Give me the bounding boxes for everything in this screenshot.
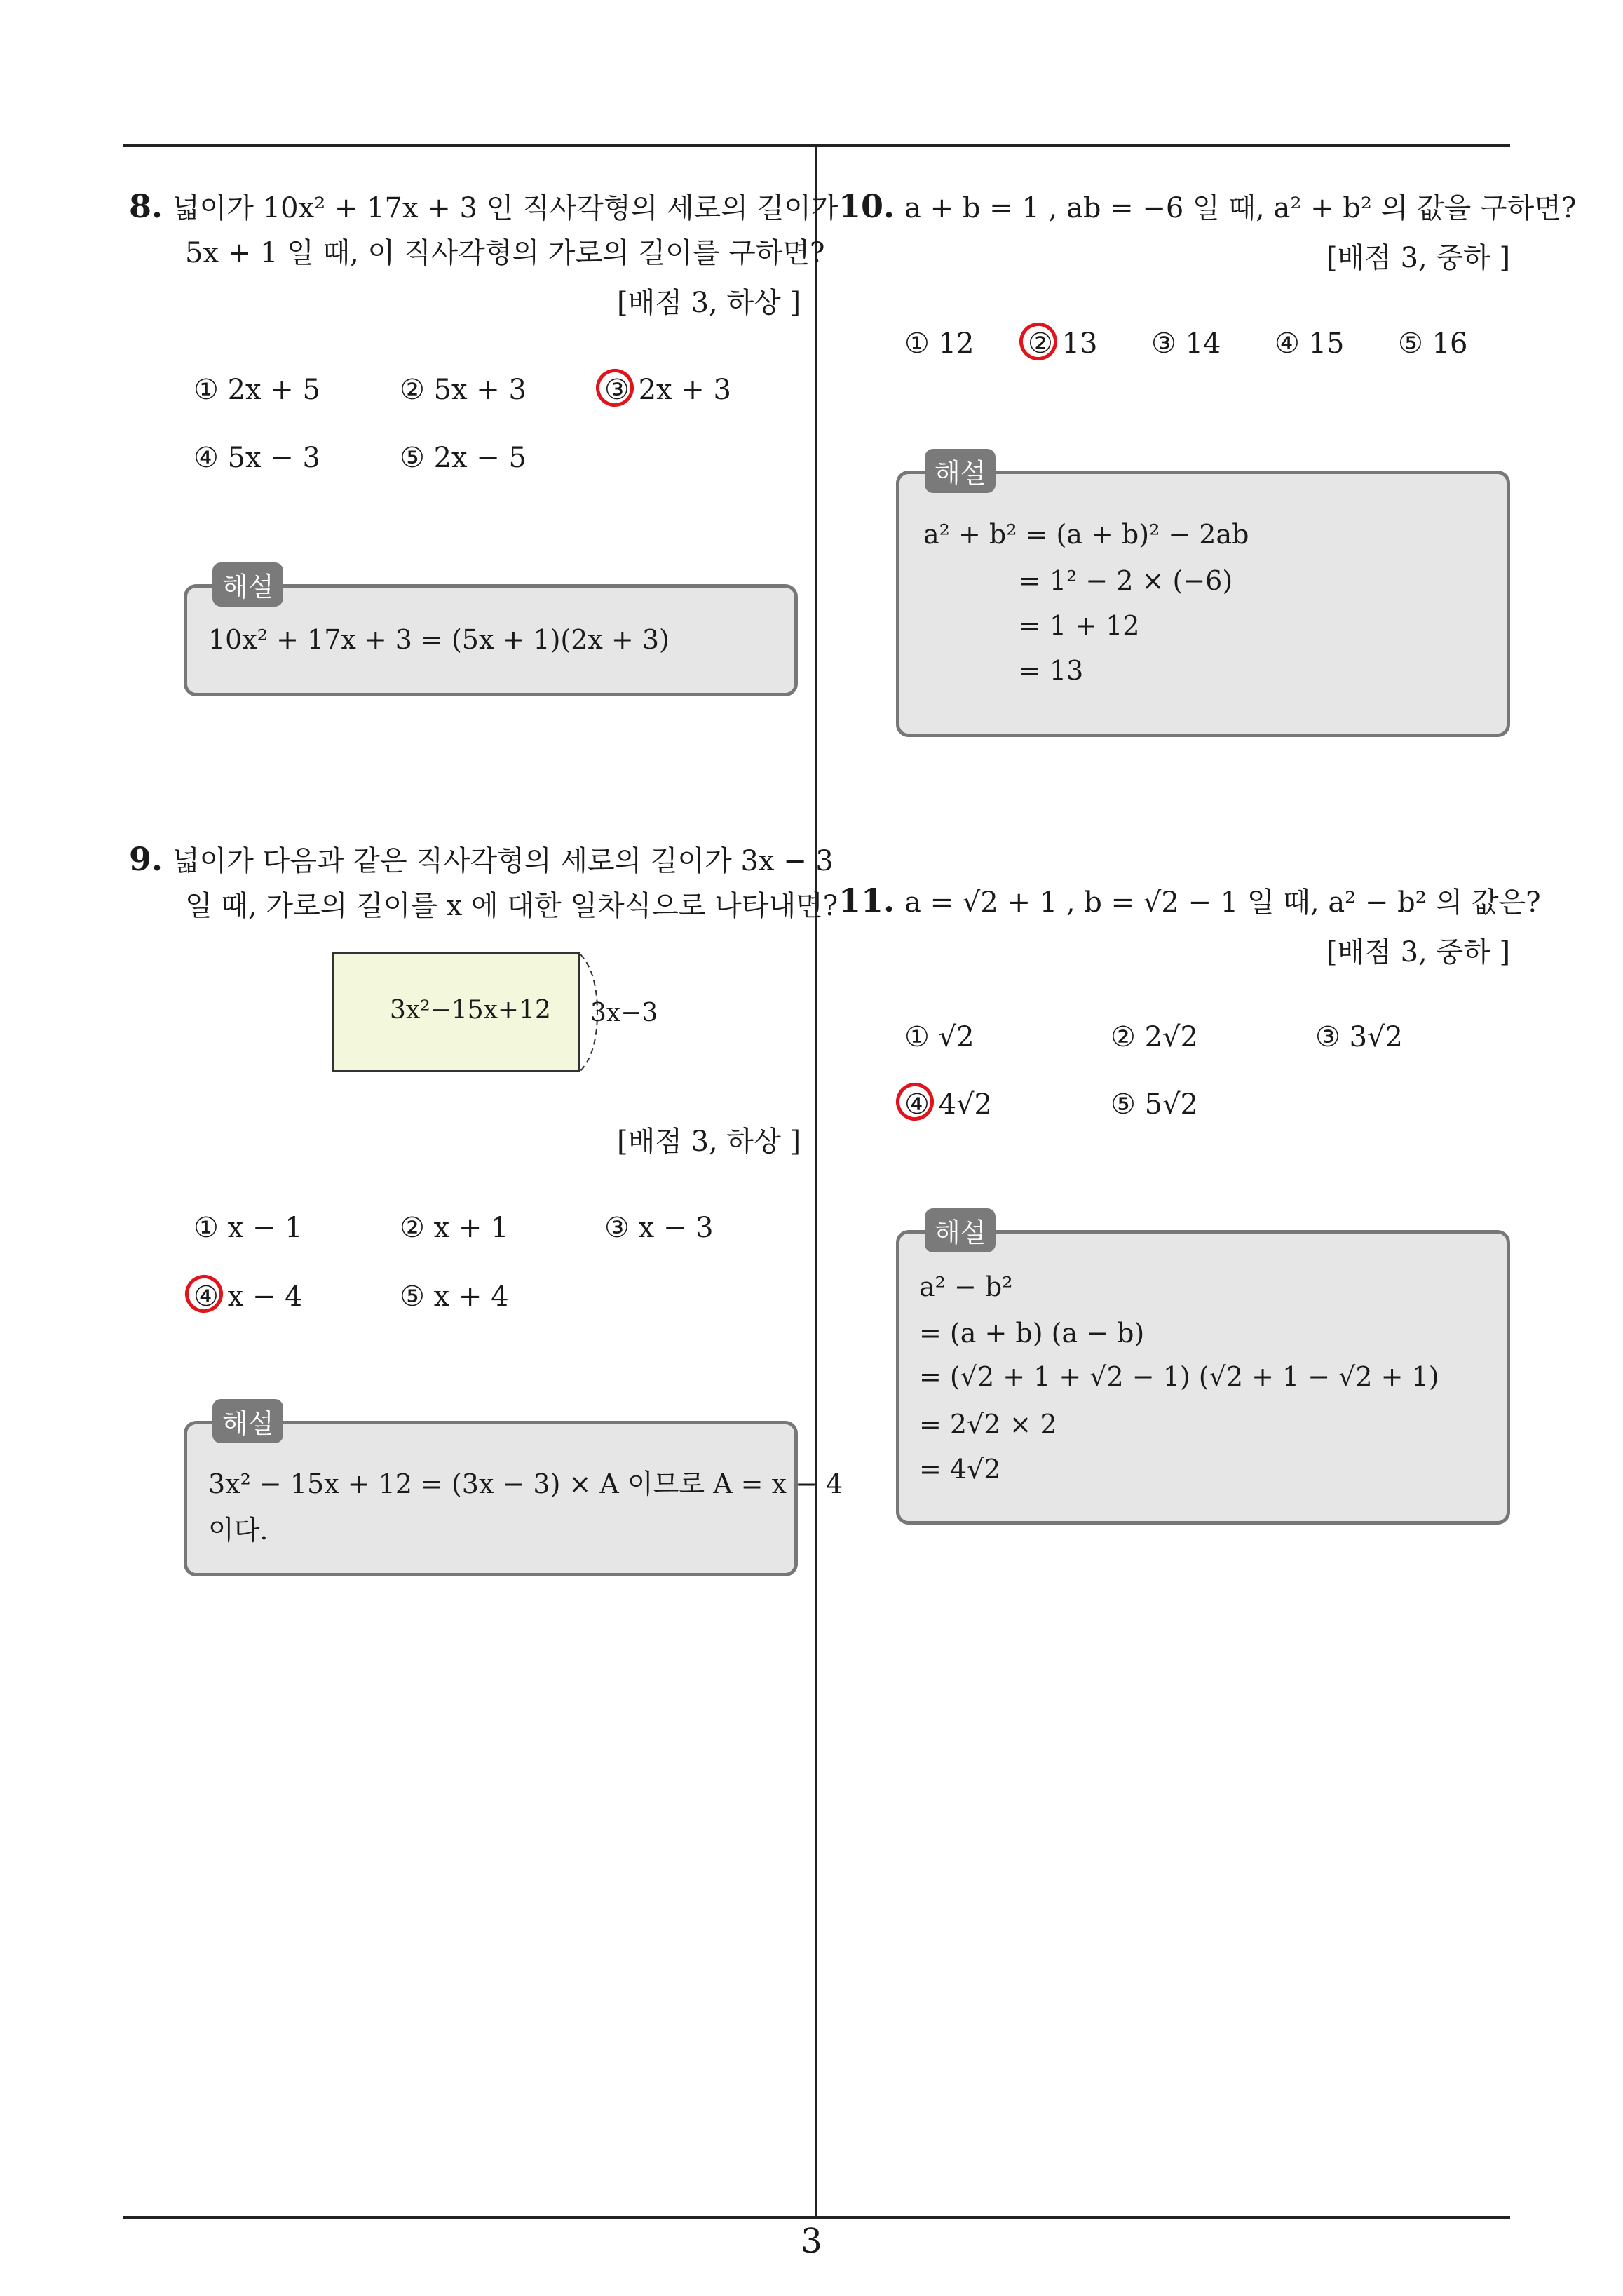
question-text-line-1: 넓이가 다음과 같은 직사각형의 세로의 길이가 3x − 3 (172, 845, 834, 877)
solution-line: 3x² − 15x + 12 = (3x − 3) × A 이므로 A = x − 4 (208, 1468, 843, 1499)
question-number: 9. (129, 840, 163, 878)
choice-4[interactable]: ④ 4√2 (904, 1088, 992, 1121)
choice-4[interactable]: ④ x − 4 (193, 1281, 303, 1313)
solution-line: = 1 + 12 (1019, 610, 1140, 641)
question-text-line-1: a = √2 + 1 , b = √2 − 1 일 때, a² − b² 의 값은? (904, 886, 1541, 919)
solution-line: = 13 (1019, 655, 1084, 686)
choice-2[interactable]: ② 2√2 (1111, 1021, 1198, 1053)
solution-line: = (a + b) (a − b) (919, 1318, 1145, 1349)
question-8 (129, 184, 838, 276)
solution-tag: 해설 (212, 1399, 283, 1443)
solution-line: 10x² + 17x + 3 = (5x + 1)(2x + 3) (208, 624, 670, 655)
choice-5[interactable]: ⑤ 2x − 5 (400, 442, 527, 474)
choice-1[interactable]: ① 12 (904, 327, 975, 360)
choice-5[interactable]: ⑤ 16 (1398, 327, 1468, 360)
solution-box (184, 1408, 843, 1576)
score-label: [배점 3, 하상 ] (617, 1126, 801, 1158)
question-number: 10. (838, 187, 895, 225)
choice-3[interactable]: ③ 14 (1151, 327, 1221, 360)
score-label: [배점 3, 하상 ] (617, 287, 801, 319)
solution-box (184, 572, 798, 696)
solution-line: a² + b² = (a + b)² − 2ab (923, 519, 1249, 550)
choice-2[interactable]: ② 5x + 3 (400, 374, 527, 406)
figure-area-label: 3x²−15x+12 (390, 996, 551, 1025)
choice-2[interactable]: ② 13 (1028, 327, 1098, 360)
choice-3[interactable]: ③ x − 3 (604, 1212, 714, 1244)
solution-tag: 해설 (925, 1208, 996, 1252)
choice-5[interactable]: ⑤ x + 4 (400, 1281, 509, 1313)
solution-tag: 해설 (212, 562, 283, 607)
solution-tag: 해설 (925, 449, 996, 493)
column-divider (815, 144, 817, 2218)
question-text-line-2: 일 때, 가로의 길이를 x 에 대한 일차식으로 나타내면? (185, 890, 838, 922)
score-label: [배점 3, 중하 ] (1326, 936, 1511, 968)
question-text-line-1: a + b = 1 , ab = −6 일 때, a² + b² 의 값을 구하면? (904, 192, 1577, 224)
question-number: 11. (838, 882, 895, 919)
solution-line: = 4√2 (919, 1454, 1001, 1485)
solution-line: = 1² − 2 × (−6) (1019, 565, 1233, 596)
choice-5[interactable]: ⑤ 5√2 (1111, 1088, 1198, 1121)
score-label: [배점 3, 중하 ] (1326, 242, 1511, 274)
solution-box (896, 1217, 1510, 1525)
choice-4[interactable]: ④ 5x − 3 (193, 442, 320, 474)
solution-line: = 2√2 × 2 (919, 1409, 1057, 1440)
solution-line: a² − b² (919, 1271, 1013, 1302)
question-10 (838, 184, 1577, 231)
solution-box (896, 458, 1510, 737)
figure-side-label: 3x−3 (590, 999, 658, 1027)
question-number: 8. (129, 187, 163, 225)
question-9 (129, 837, 838, 928)
question-11 (838, 878, 1541, 925)
question-text-line-1: 넓이가 10x² + 17x + 3 인 직사각형의 세로의 길이가 (172, 192, 838, 224)
choice-3[interactable]: ③ 3√2 (1315, 1021, 1403, 1053)
choice-2[interactable]: ② x + 1 (400, 1212, 509, 1244)
page-number: 3 (801, 2222, 822, 2261)
choice-1[interactable]: ① 2x + 5 (193, 374, 320, 406)
solution-line: = (√2 + 1 + √2 − 1) (√2 + 1 − √2 + 1) (919, 1361, 1439, 1392)
choice-1[interactable]: ① x − 1 (193, 1212, 303, 1244)
question-text-line-2: 5x + 1 일 때, 이 직사각형의 가로의 길이를 구하면? (185, 237, 825, 269)
choice-1[interactable]: ① √2 (904, 1021, 975, 1053)
bottom-rule (123, 2216, 1510, 2219)
choice-3[interactable]: ③ 2x + 3 (604, 374, 731, 406)
solution-line: 이다. (208, 1515, 269, 1546)
choice-4[interactable]: ④ 15 (1275, 327, 1345, 360)
